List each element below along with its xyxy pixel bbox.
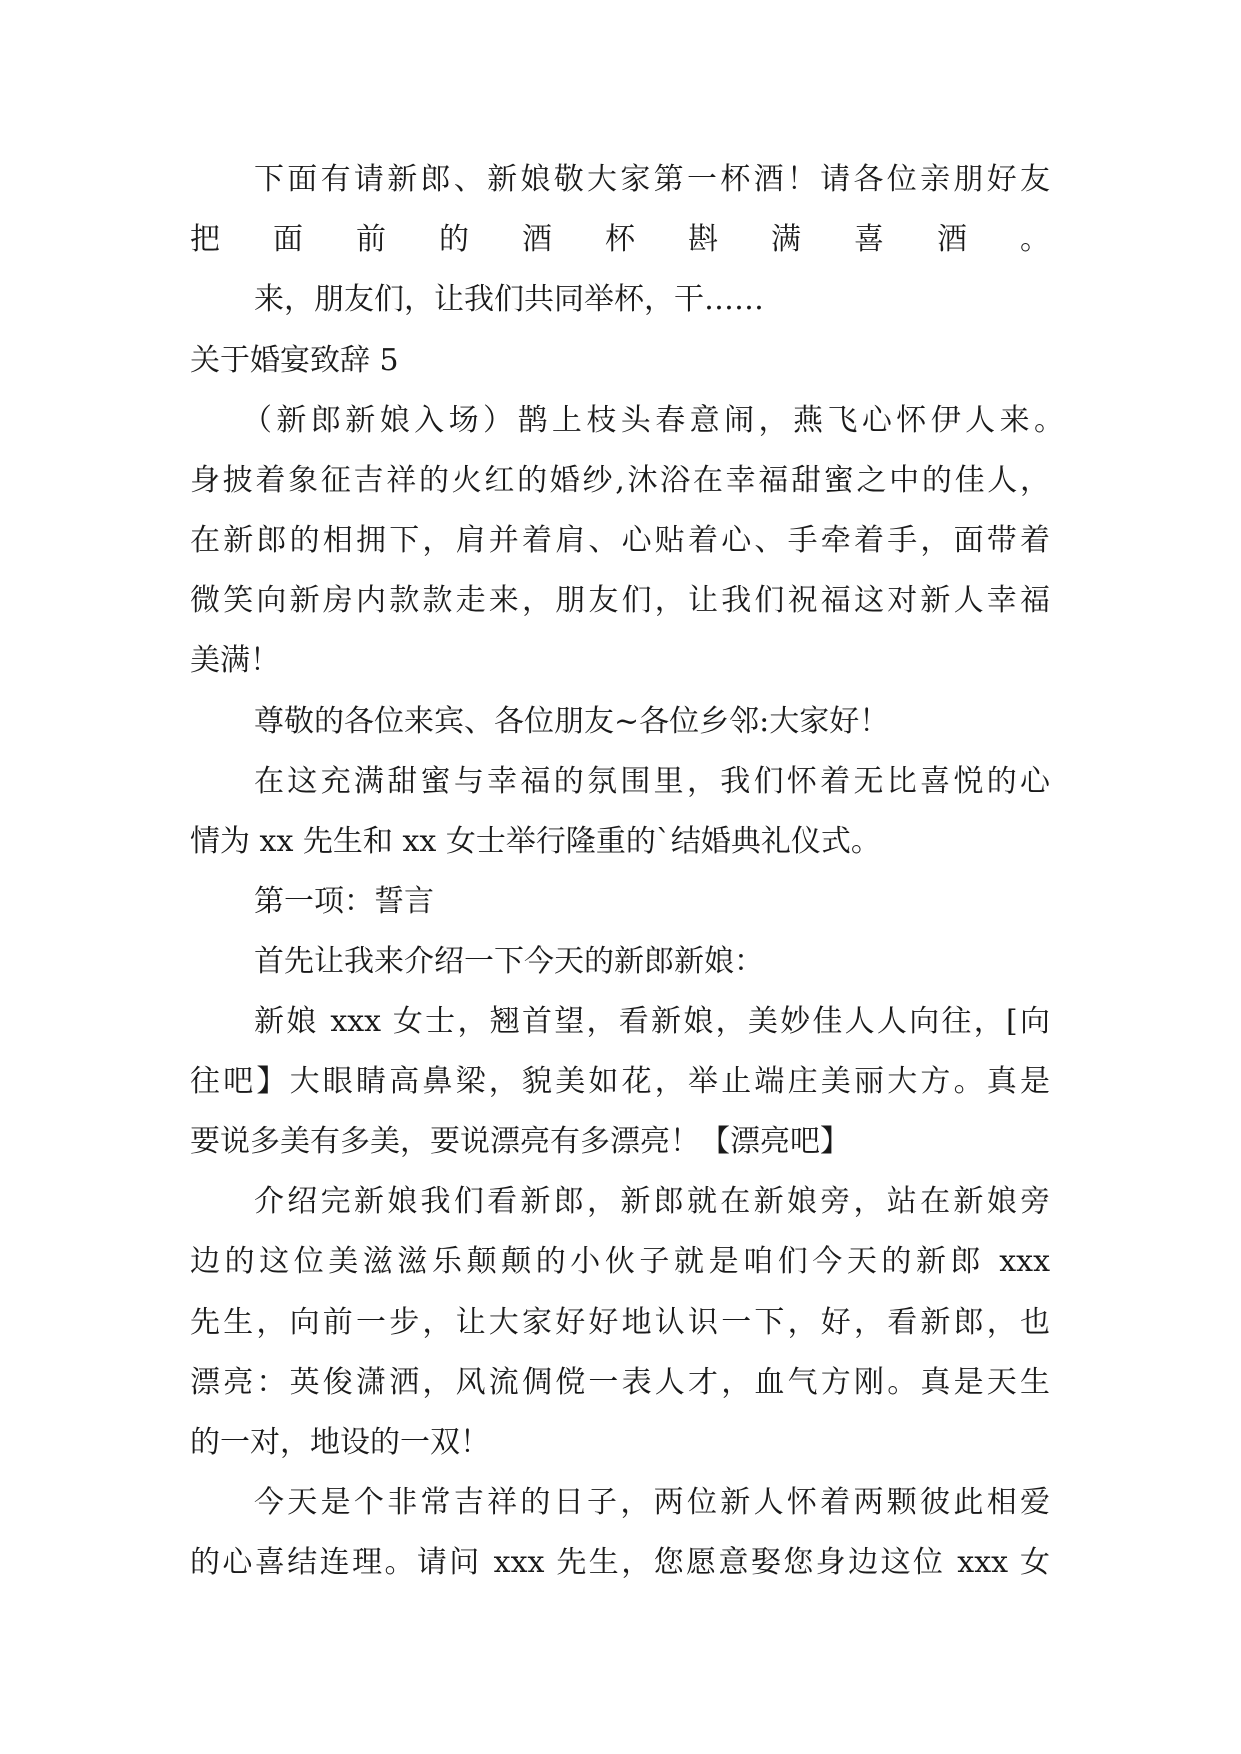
paragraph-line: 下面有请新郎、新娘敬大家第一杯酒！请各位亲朋好友 (254, 162, 1050, 197)
paragraph-line: 微笑向新房内款款走来，朋友们，让我们祝福这对新人幸福 (190, 583, 1050, 618)
paragraph-line: 身披着象征吉祥的火红的婚纱,沐浴在幸福甜蜜之中的佳人， (190, 463, 1050, 498)
section-heading: 关于婚宴致辞 5 (190, 343, 399, 378)
paragraph-line: 新娘 xxx 女士，翘首望，看新娘，美妙佳人人向往，[向 (254, 1004, 1050, 1039)
paragraph-line: 介绍完新娘我们看新郎，新郎就在新娘旁，站在新娘旁 (254, 1184, 1050, 1219)
paragraph-line: 今天是个非常吉祥的日子，两位新人怀着两颗彼此相爱 (254, 1485, 1050, 1520)
paragraph-line: 美满！ (190, 643, 280, 678)
paragraph-line: （新郎新娘入场）鹊上枝头春意闹，燕飞心怀伊人来。 (242, 403, 1064, 438)
paragraph-line: 尊敬的各位来宾、各位朋友~各位乡邻:大家好！ (254, 704, 890, 739)
paragraph-line: 漂亮：英俊潇洒，风流倜傥一表人才，血气方刚。真是天生 (190, 1365, 1050, 1400)
paragraph-line: 先生，向前一步，让大家好好地认识一下，好，看新郎，也 (190, 1305, 1050, 1340)
paragraph-line: 首先让我来介绍一下今天的新郎新娘： (254, 944, 764, 979)
paragraph-line: 情为 xx 先生和 xx 女士举行隆重的`结婚典礼仪式。 (190, 824, 881, 859)
paragraph-line: 要说多美有多美，要说漂亮有多漂亮！【漂亮吧】 (190, 1124, 850, 1159)
paragraph-line: 边的这位美滋滋乐颠颠的小伙子就是咱们今天的新郎 xxx (190, 1244, 1050, 1279)
paragraph-line: 把面前的酒杯斟满喜酒。 (190, 222, 1050, 257)
paragraph-line: 在这充满甜蜜与幸福的氛围里，我们怀着无比喜悦的心 (254, 764, 1050, 799)
paragraph-line: 的一对，地设的一双！ (190, 1425, 490, 1460)
paragraph-line: 在新郎的相拥下，肩并着肩、心贴着心、手牵着手，面带着 (190, 523, 1050, 558)
paragraph-line: 来，朋友们，让我们共同举杯，干…… (254, 282, 764, 317)
paragraph-line: 的心喜结连理。请问 xxx 先生，您愿意娶您身边这位 xxx 女 (190, 1545, 1050, 1580)
paragraph-line: 往吧】大眼睛高鼻梁，貌美如花，举止端庄美丽大方。真是 (190, 1064, 1050, 1099)
section-heading: 第一项：誓言 (254, 884, 434, 919)
